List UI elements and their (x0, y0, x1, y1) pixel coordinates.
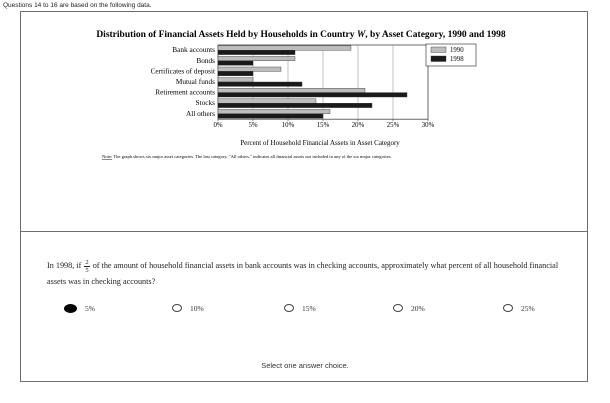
category-label: All others (186, 108, 215, 118)
x-tick-label: 15% (316, 122, 330, 130)
legend (426, 44, 476, 66)
x-tick-label: 0% (213, 122, 223, 130)
legend-swatch-1990 (431, 47, 446, 53)
radio-choice-e[interactable] (503, 304, 513, 312)
choice-b[interactable]: 10% (172, 301, 204, 315)
bar-1990 (218, 67, 281, 71)
choice-c[interactable]: 15% (284, 301, 316, 315)
bar-1998 (218, 93, 407, 97)
x-tick-label: 20% (351, 122, 365, 130)
bar-1990 (218, 99, 316, 103)
chart-note: Note: The graph shows six major asset categories. The last category, "All others," indicates all financial assets not included in any of the six major categories. (102, 154, 392, 159)
category-label: Retirement accounts (155, 87, 215, 97)
bar-1998 (218, 82, 302, 86)
category-label: Mutual funds (175, 77, 215, 86)
bar-1998 (218, 103, 372, 107)
bar-1990 (218, 46, 351, 50)
legend-label: 1998 (450, 56, 464, 64)
legend-swatch-1998 (431, 56, 446, 62)
bar-1998 (218, 114, 323, 118)
x-tick-label: 5% (248, 122, 258, 130)
radio-choice-c[interactable] (284, 304, 294, 312)
bar-1998 (218, 71, 253, 75)
instruction-text: Select one answer choice. (261, 361, 349, 370)
bar-1990 (218, 88, 365, 92)
bar-1990 (218, 109, 330, 113)
bar-1998 (218, 61, 253, 65)
x-tick-label: 10% (281, 122, 295, 130)
bar-1990 (218, 56, 295, 60)
bar-1998 (218, 50, 295, 54)
x-tick-label: 30% (421, 122, 435, 130)
category-label: Bonds (196, 55, 215, 65)
chart-title: Distribution of Financial Assets Held by Households in Country W, by Asset Category, 1990 and 1998 (96, 30, 506, 40)
fraction: $\frac{2}{5}$ (85, 258, 89, 274)
radio-choice-d[interactable] (393, 304, 403, 312)
category-label: Bank accounts (172, 45, 215, 55)
choice-d[interactable]: 20% (393, 301, 425, 315)
question-text: In 1998, if $\frac{2}{5}$ of the amount of household financial assets in bank accounts was in checking accounts, approximately what percent of all household financial assets was in checking accounts? (47, 258, 559, 286)
choice-a[interactable]: 5% (64, 301, 95, 315)
radio-choice-b[interactable] (172, 304, 182, 312)
legend-label: 1990 (450, 47, 464, 55)
radio-choice-a[interactable] (64, 304, 77, 313)
choice-e[interactable]: 25% (503, 301, 535, 315)
x-tick-label: 25% (386, 122, 400, 130)
category-label: Stocks (195, 98, 215, 108)
x-axis-label: Percent of Household Financial Assets in Asset Category (240, 139, 400, 147)
bar-1990 (218, 78, 253, 82)
intro-text: Questions 14 to 16 are based on the following data. (3, 2, 152, 9)
category-label: Certificates of deposit (150, 66, 215, 76)
